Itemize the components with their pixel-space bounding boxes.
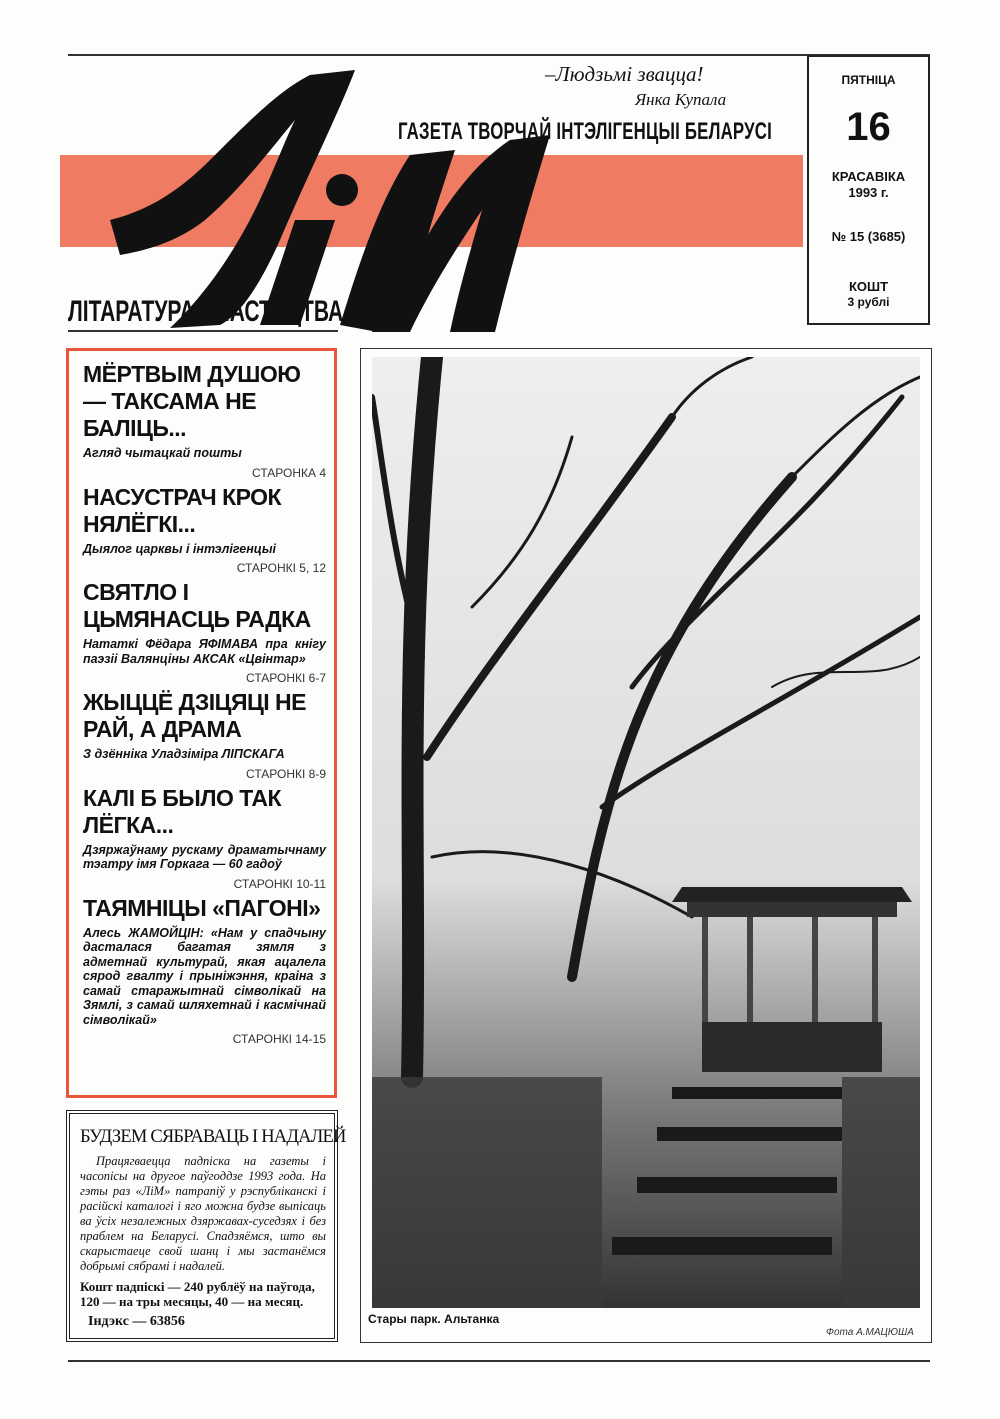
item-desc: З дзённіка Уладзіміра ЛІПСКАГА — [83, 747, 285, 761]
item-pages: СТАРОНКІ 5, 12 — [236, 561, 326, 575]
subscription-box — [66, 1110, 346, 1342]
item-desc: Агляд чытацкай пошты — [83, 446, 242, 460]
item-pages: СТАРОНКІ 8-9 — [246, 766, 326, 781]
park-gazebo-photo — [372, 357, 920, 1308]
item-pages: СТАРОНКІ 14-15 — [232, 1032, 326, 1046]
issue-number: № 15 (3685) — [831, 229, 906, 244]
masthead-motto: –Людзьмі зваццa! — [545, 62, 704, 86]
item-pages: СТАРОНКІ 6-7 — [246, 671, 326, 685]
item-pages: СТАРОНКІ 10-11 — [233, 876, 326, 891]
contents-item — [83, 579, 326, 685]
day: 16 — [846, 105, 891, 149]
contents-item — [83, 484, 326, 576]
item-title: КАЛІ Б БЫЛО ТАК ЛЁГКА... — [83, 784, 281, 838]
item-pages: СТАРОНКА 4 — [252, 465, 326, 480]
item-title: СВЯТЛО І ЦЬМЯНАСЦЬ РАДКА — [83, 579, 311, 632]
photo-illustration — [372, 357, 920, 1308]
contents-item — [83, 689, 326, 781]
item-title: ТАЯМНІЦЫ «ПАГОНІ» — [83, 894, 321, 921]
photo-credit: Фота А.МАЦЮША — [826, 1327, 914, 1338]
price-label: КОШТ — [848, 279, 889, 294]
year: 1993 г. — [848, 185, 889, 200]
subscription-price: Кошт падпіскі — 240 рублёў на паўгода, 120 — на тры месяцы, 40 — на месяц. — [80, 1279, 315, 1309]
top-rule — [68, 54, 930, 56]
weekday: ПЯТНІЦА — [841, 73, 896, 87]
bottom-rule — [68, 1360, 930, 1362]
subtitle-rule — [68, 330, 338, 332]
newspaper-subtitle: ЛІТАРАТУРА І МАСТАЦТВА — [68, 295, 344, 328]
item-desc: Дзяржаўнаму рускаму драматычнаму тэатру імя Горкага — 60 гадоў — [83, 842, 326, 871]
motto-signature: Янка Купала — [635, 90, 727, 109]
logo-lettering — [110, 70, 550, 332]
contents-item — [83, 895, 326, 1047]
subscription-index: Індэкс — 63856 — [88, 1314, 185, 1329]
item-title: ЖЫЦЦЁ ДЗІЦЯЦІ НЕ РАЙ, А ДРАМА — [83, 689, 307, 742]
subscription-body: Працягваецца падпіска на газеты і часопісы на другое паўгоддзе 1993 года. На гэты раз «ЛіМ» патрапіў у рэспубліканскі і расійскі каталогі і яго можна будзе выпісаць ва ўсіх незалежных дзяржавах-суседзях і без праблем на Беларусі. Спадзяёмся, што вы скарыстаеце свой шанц і мы застанёмся добрымі сябрамі і надалей. — [80, 1154, 326, 1273]
contents-item — [83, 785, 326, 891]
item-desc: Алесь ЖАМОЙЦІН: «Нам у спадчыну дасталася багатая зямля з адметнай культурай, якая ацалела сярод гвалту і прыніжэння, краіна з самай старажытнай сімволікай на Зямлі, з самай шляхетнай і касмічнай сімволікай» — [83, 925, 326, 1027]
price: 3 рублі — [847, 295, 890, 309]
item-desc: Нататкі Фёдара ЯФІМАВА пра кнігу паэзіі Валянціны АКСАК «Цвінтар» — [83, 637, 326, 666]
date-box — [807, 55, 930, 325]
photo-caption: Стары парк. Альтанка — [368, 1312, 500, 1326]
item-title: МЁРТВЫМ ДУШОЮ — ТАКСАМА НЕ БАЛІЦЬ... — [83, 361, 301, 441]
item-title: НАСУСТРАЧ КРОК НЯЛЁГКІ... — [83, 483, 282, 537]
contents-box — [66, 348, 337, 1098]
contents-item — [83, 361, 326, 480]
item-desc: Дыялог царквы і інтэлігенцыі — [83, 541, 276, 556]
masthead-tagline: ГАЗЕТА ТВОРЧАЙ ІНТЭЛІГЕНЦЫІ БЕЛАРУСІ — [398, 118, 773, 145]
month: КРАСАВІКА — [831, 169, 906, 184]
subscription-title: БУДЗЕМ СЯБРАВАЦЬ І НАДАЛЕЙ — [80, 1127, 346, 1147]
